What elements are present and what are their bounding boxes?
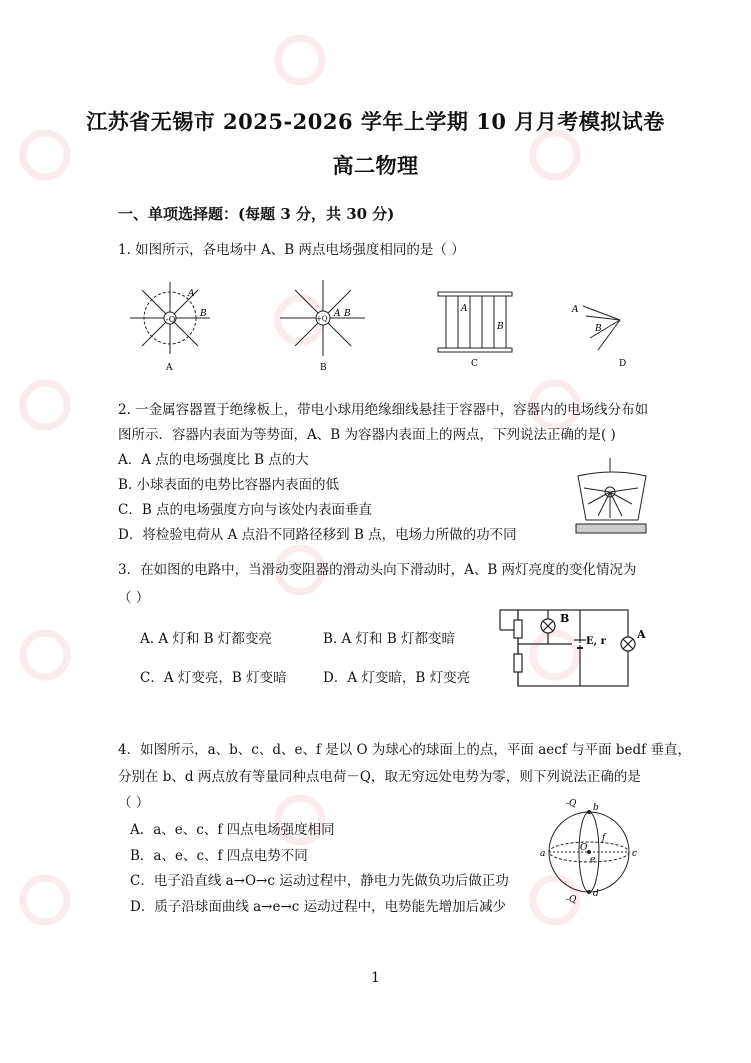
q3-source-label: E, r	[586, 636, 606, 647]
q2-stem-line1: 2. 一金属容器置于绝缘板上，带电小球用绝缘细线悬挂于容器中，容器内的电场线分布如	[118, 402, 649, 418]
q1-b-charge: +Q	[316, 315, 328, 323]
q1-b-point-a: A	[334, 309, 341, 319]
q1-d-point-a: A	[572, 305, 579, 315]
q3-lamp-b-label: B	[560, 612, 570, 625]
q4-label-b: b	[593, 803, 599, 813]
q2-stem-line2: 图所示．容器内表面为等势面，A、B 为容器内表面上的两点，下列说法正确的是( )	[118, 427, 616, 443]
q1-a-point-b: B	[200, 309, 207, 319]
q3-option-d: D．A 灯变暗，B 灯变亮	[323, 670, 471, 686]
q1-d-point-b: B	[595, 324, 602, 334]
q4-label-o: O	[580, 843, 588, 853]
q4-stem-line2: 分别在 b、d 两点放有等量同种点电荷－Q，取无穷远处电势为零，则下列说法正确的是	[118, 769, 641, 785]
q3-option-a: A. A 灯和 B 灯都变亮	[140, 631, 272, 647]
section-heading: 一、单项选择题：(每题 3 分，共 30 分)	[118, 205, 395, 223]
q4-label-e: e	[590, 855, 596, 865]
q4-option-c: C．电子沿直线 a→O→c 运动过程中，静电力先做负功后做正功	[130, 873, 509, 889]
q2-option-d: D．将检验电荷从 A 点沿不同路径移到 B 点，电场力所做的功不同	[118, 527, 517, 543]
q1-label-d: D	[619, 359, 627, 369]
q3-option-b: B. A 灯和 B 灯都变暗	[323, 631, 456, 647]
q3-circuit-figure	[490, 604, 650, 688]
q4-option-b: B．a、e、c、f 四点电势不同	[130, 848, 308, 864]
q4-label-a: a	[540, 849, 546, 859]
q1-figures	[120, 278, 640, 378]
q1-b-point-b: B	[344, 309, 351, 319]
q3-lamp-a-label: A	[637, 628, 646, 641]
q1-stem: 1. 如图所示，各电场中 A、B 两点电场强度相同的是（ ）	[118, 242, 465, 258]
q2-container-figure	[572, 458, 652, 540]
q4-label-c: c	[632, 849, 638, 859]
q1-label-c: C	[471, 359, 478, 369]
q2-option-b: B. 小球表面的电势比容器内表面的低	[118, 477, 340, 493]
page-number: 1	[371, 970, 380, 986]
q4-top-charge: -Q	[566, 799, 577, 809]
q4-bottom-charge: -Q	[566, 895, 577, 904]
exam-subject: 高二物理	[332, 153, 419, 178]
q2-option-c: C．B 点的电场强度方向与该处内表面垂直	[118, 502, 373, 518]
q1-label-b: B	[320, 363, 327, 373]
q1-c-point-b: B	[497, 322, 504, 332]
q4-stem-line1: 4．如图所示，a、b、c、d、e、f 是以 O 为球心的球面上的点，平面 aecf 与平面 bedf 垂直，	[118, 742, 691, 758]
q4-sphere-figure	[538, 796, 640, 904]
exam-title: 江苏省无锡市 2025-2026 学年上学期 10 月月考模拟试卷	[86, 109, 665, 134]
q1-label-a: A	[166, 363, 173, 373]
q1-c-point-a: A	[461, 304, 468, 314]
q4-stem-line3: （ ）	[118, 795, 150, 811]
q4-option-d: D．质子沿球面曲线 a→e→c 运动过程中，电势能先增加后减少	[130, 899, 507, 915]
q1-a-point-a: A	[188, 289, 195, 299]
q3-stem-line1: 3．在如图的电路中，当滑动变阻器的滑动头向下滑动时，A、B 两灯亮度的变化情况为	[118, 562, 637, 578]
q4-label-f: f	[602, 833, 606, 843]
q4-label-d: d	[593, 889, 599, 899]
q1-a-charge: -Q	[166, 315, 176, 324]
q3-option-c: C．A 灯变亮，B 灯变暗	[140, 670, 287, 686]
q3-stem-line2: （ ）	[118, 590, 150, 606]
q4-option-a: A．a、e、c、f 四点电场强度相同	[130, 822, 335, 838]
q2-option-a: A．A 点的电场强度比 B 点的大	[118, 452, 309, 468]
